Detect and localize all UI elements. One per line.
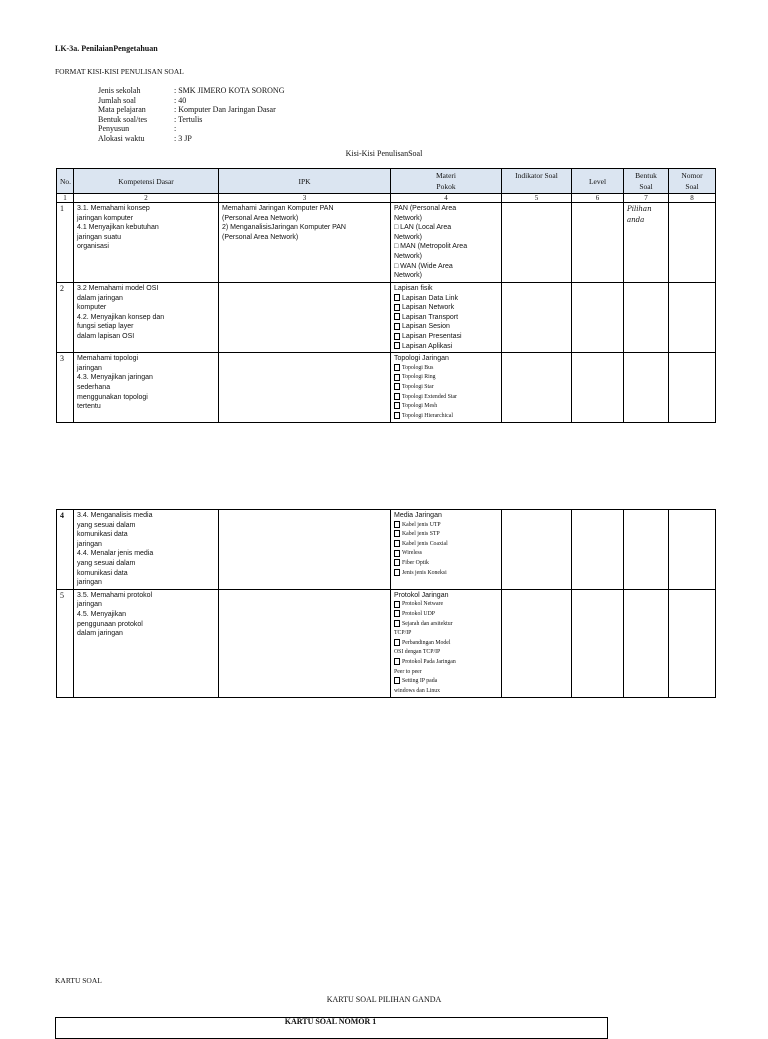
cell-line: dalam jaringan: [77, 294, 123, 302]
list-item: Wireless: [394, 549, 498, 559]
kd-cell: [74, 510, 219, 590]
info-label: Jenis sekolah: [98, 86, 141, 95]
bullet-icon: [394, 402, 400, 409]
info-label: Mata pelajaran: [98, 105, 146, 115]
cell-line: jaringan suatu: [77, 233, 121, 241]
cell-line: 4.5. Menyajikan: [77, 610, 127, 618]
info-row: [98, 124, 284, 134]
cell-line: jaringan komputer: [77, 214, 134, 222]
info-value: : Tertulis: [174, 114, 203, 124]
info-value: : 40: [174, 95, 187, 105]
list-item: Kabel jenis UTP: [394, 521, 498, 531]
cell-line: penggunaan protokol: [77, 620, 143, 628]
cell-line: 3.5. Memahami protokol: [77, 591, 153, 599]
col-materi-pokok: Materi Pokok: [391, 169, 502, 194]
cell-line: Network): [394, 214, 423, 222]
cell-line: tertentu: [77, 403, 101, 411]
col-kompetensi-dasar: Kompetensi Dasar: [74, 169, 219, 194]
list-item: Topologi Mesh: [394, 402, 498, 412]
cell-line: anda: [627, 216, 645, 224]
bullet-icon: [394, 601, 400, 608]
cell-line: sederhana: [77, 383, 111, 391]
kartu-soal-title: KARTU SOAL PILIHAN GANDA: [326, 995, 442, 1004]
list-item: Topologi Ring: [394, 373, 498, 383]
kd-cell: [74, 353, 219, 423]
info-label: Bentuk soal/tes: [98, 114, 148, 124]
cell-line: organisasi: [77, 243, 109, 251]
kisi-kisi-table-2: [56, 509, 716, 698]
cell-line: yang sesuai dalam: [77, 559, 136, 567]
cell-line: Memahami topologi: [77, 355, 139, 363]
kisi-kisi-table-1: [56, 168, 716, 423]
bullet-icon: [394, 333, 400, 340]
cell-line: Pilihan: [627, 205, 652, 213]
col-indikator-soal: Indikator Soal: [502, 169, 572, 194]
col-ipk: IPK: [219, 169, 391, 194]
table-row: 4 3.4. Menganalisis media yang sesuai dalam komunikasi data jaringan 4.4. Menalar jenis media yang sesuai dalam komunikasi data jaringan Media Jaringan Kabel jenis UTP Kabel jenis STP Kabel jenis Coaxial Wireless Fiber Optik Jenis jenis Koneksi: [57, 510, 716, 590]
col-level: Level: [572, 169, 624, 194]
cell-line: (Personal Area Network): [222, 233, 299, 241]
cell-line: jaringan: [77, 540, 102, 548]
kartu-soal-box-title: KARTU SOAL NOMOR 1: [284, 1017, 377, 1026]
bullet-icon: [394, 658, 400, 665]
materi-cell: Protokol Jaringan Protokol Netware Protokol UDP Sejarah dan arsitektur TCP/IP Perbandingan Model OSI dengan TCP/IP Protokol Pada Jaringan Peer to peer Setting IP pada windows dan Linux: [391, 589, 502, 698]
bullet-icon: [394, 550, 400, 557]
index-row: 1 2 3 4 5 6 7 8: [57, 194, 716, 203]
list-item: OSI dengan TCP/IP: [394, 649, 441, 656]
bullet-icon: [394, 610, 400, 617]
school-info: [98, 86, 284, 144]
list-item: Setting IP pada: [394, 677, 498, 687]
info-row: [98, 134, 284, 144]
bullet-icon: [394, 323, 400, 330]
col-no: No.: [57, 169, 74, 194]
list-item: Protokol Pada Jaringan: [394, 658, 498, 668]
list-item: Jenis jenis Koneksi: [394, 569, 498, 579]
info-row: [98, 115, 284, 125]
table-row: 3 Memahami topologi jaringan 4.3. Menyajikan jaringan sederhana menggunakan topologi tertentu Topologi Jaringan Topologi Bus Topologi Ring Topologi Star Topologi Extended Star Topologi Mesh Topologi Hierarchical: [57, 353, 716, 423]
cell-line: 4.2. Menyajikan konsep dan: [77, 313, 165, 321]
cell-line: □ LAN (Local Area: [394, 224, 452, 232]
list-item: Lapisan Sesion: [394, 322, 498, 332]
bullet-icon: [394, 412, 400, 419]
materi-cell: PAN (Personal Area Network) □ LAN (Local Area Network) □ MAN (Metropolit Area Network) □ WAN (Wide Area Network): [391, 203, 502, 283]
bullet-icon: [394, 559, 400, 566]
cell-line: jaringan: [77, 579, 102, 587]
col-nomor-soal: Nomor Soal: [669, 169, 716, 194]
bullet-icon: [394, 540, 400, 547]
bullet-icon: [394, 313, 400, 320]
cell-line: komunikasi data: [77, 569, 128, 577]
cell-line: fungsi setiap layer: [77, 323, 134, 331]
list-item: Lapisan Data Link: [394, 294, 498, 304]
cell-line: 3.4. Menganalisis media: [77, 512, 153, 519]
format-heading: FORMAT KISI-KISI PENULISAN SOAL: [55, 67, 184, 76]
cell-line: 2) MenganalisisJaringan Komputer PAN: [222, 224, 346, 232]
info-row: [98, 96, 284, 106]
list-item: windows dan Linux: [394, 687, 441, 694]
table-row: 5 3.5. Memahami protokol jaringan 4.5. Menyajikan penggunaan protokol dalam jaringan Protokol Jaringan Protokol Netware Protokol UDP Sejarah dan arsitektur TCP/IP Perbandingan Model OSI dengan TCP/IP Protokol Pada Jaringan Peer to peer Setting IP pada windows dan Linux: [57, 589, 716, 698]
cell-line: 4.4. Menalar jenis media: [77, 550, 154, 558]
cell-line: 4.3. Menyajikan jaringan: [77, 374, 153, 382]
cell-line: (Personal Area Network): [222, 214, 299, 222]
cell-line: Network): [394, 252, 423, 260]
info-label: Jumlah soal: [98, 95, 136, 105]
list-item: Kabel jenis Coaxial: [394, 540, 498, 550]
kd-cell: [74, 203, 219, 283]
info-value: : 3 JP: [174, 133, 192, 143]
table-row: 2 3.2 Memahami model OSI dalam jaringan komputer 4.2. Menyajikan konsep dan fungsi setiap layer dalam lapisan OSI Lapisan fisik Lapisan Data Link Lapisan Network Lapisan Transport Lapisan Sesion Lapisan Presentasi Lapisan Aplikasi: [57, 283, 716, 353]
materi-cell: Lapisan fisik Lapisan Data Link Lapisan Network Lapisan Transport Lapisan Sesion Lapisan Presentasi Lapisan Aplikasi: [391, 283, 502, 353]
cell-line: Memahami Jaringan Komputer PAN: [222, 205, 334, 212]
cell-line: komunikasi data: [77, 531, 128, 539]
cell-line: □ WAN (Wide Area: [394, 262, 453, 270]
cell-line: Network): [394, 233, 423, 241]
bullet-icon: [394, 639, 400, 646]
table-title: Kisi-Kisi PenulisanSoal: [345, 149, 423, 158]
kd-cell: [74, 283, 219, 353]
bullet-icon: [394, 364, 400, 371]
materi-cell: Topologi Jaringan Topologi Bus Topologi Ring Topologi Star Topologi Extended Star Topologi Mesh Topologi Hierarchical: [391, 353, 502, 423]
bentuk-soal-cell: [624, 203, 669, 283]
list-item: Kabel jenis STP: [394, 530, 498, 540]
list-item: Sejarah dan arsitektur: [394, 620, 498, 630]
list-item: Topologi Star: [394, 383, 498, 393]
cell-line: dalam jaringan: [77, 630, 123, 638]
list-item: Topologi Hierarchical: [394, 412, 498, 422]
bullet-icon: [394, 530, 400, 537]
bullet-icon: [394, 569, 400, 576]
bullet-icon: [394, 294, 400, 301]
table-row: 1 3.1. Memahami konsep jaringan komputer 4.1 Menyajikan kebutuhan jaringan suatu organisasi Memahami Jaringan Komputer PAN (Personal Area Network) 2) MenganalisisJaringan Komputer PAN (Personal Area Network) PAN (Personal Area Network) □ LAN (Local Area Network) □ MAN (Metropolit Area Network) □ WAN (Wide Area Network) Pilihan anda: [57, 203, 716, 283]
info-row: [98, 86, 284, 96]
document-title: LK-3a. PenilaianPengetahuan: [55, 44, 158, 53]
bullet-icon: [394, 393, 400, 400]
bullet-icon: [394, 521, 400, 528]
list-item: Fiber Optik: [394, 559, 498, 569]
info-value: : Komputer Dan Jaringan Dasar: [174, 105, 276, 115]
bullet-icon: [394, 342, 400, 349]
info-label: Alokasi waktu: [98, 133, 145, 143]
list-item: Peer to peer: [394, 668, 422, 675]
kartu-soal-label: KARTU SOAL: [55, 976, 102, 985]
list-item: Protokol UDP: [394, 610, 498, 620]
materi-cell: Media Jaringan Kabel jenis UTP Kabel jenis STP Kabel jenis Coaxial Wireless Fiber Optik Jenis jenis Koneksi: [391, 510, 502, 590]
cell-line: menggunakan topologi: [77, 393, 148, 401]
info-row: [98, 105, 284, 115]
cell-line: yang sesuai dalam: [77, 521, 136, 529]
list-item: Lapisan Aplikasi: [394, 342, 498, 352]
cell-line: Network): [394, 272, 423, 280]
col-bentuk-soal: Bentuk Soal: [624, 169, 669, 194]
list-item: Perbandingan Model: [394, 639, 498, 649]
bullet-icon: [394, 677, 400, 684]
list-item: Protokol Netware: [394, 600, 498, 610]
cell-line: 3.1. Memahami konsep: [77, 205, 150, 212]
list-item: Lapisan Network: [394, 303, 498, 313]
cell-line: komputer: [77, 304, 107, 312]
cell-line: jaringan: [77, 364, 102, 372]
list-item: Lapisan Presentasi: [394, 332, 498, 342]
info-label: Penyusun: [98, 124, 130, 134]
cell-line: □ MAN (Metropolit Area: [394, 243, 468, 251]
list-item: Topologi Bus: [394, 364, 498, 374]
bullet-icon: [394, 383, 400, 390]
bullet-icon: [394, 374, 400, 381]
list-item: Lapisan Transport: [394, 313, 498, 323]
list-item: Topologi Extended Star: [394, 393, 498, 403]
ipk-cell: [219, 203, 391, 283]
list-item: TCP/IP: [394, 630, 412, 637]
info-value: :: [174, 124, 177, 134]
kd-cell: [74, 589, 219, 698]
cell-line: 4.1 Menyajikan kebutuhan: [77, 224, 159, 232]
info-value: : SMK JIMERO KOTA SORONG: [174, 86, 285, 95]
bullet-icon: [394, 620, 400, 627]
bullet-icon: [394, 304, 400, 311]
cell-line: 3.2 Memahami model OSI: [77, 285, 159, 292]
cell-line: dalam lapisan OSI: [77, 332, 135, 340]
cell-line: jaringan: [77, 601, 102, 609]
